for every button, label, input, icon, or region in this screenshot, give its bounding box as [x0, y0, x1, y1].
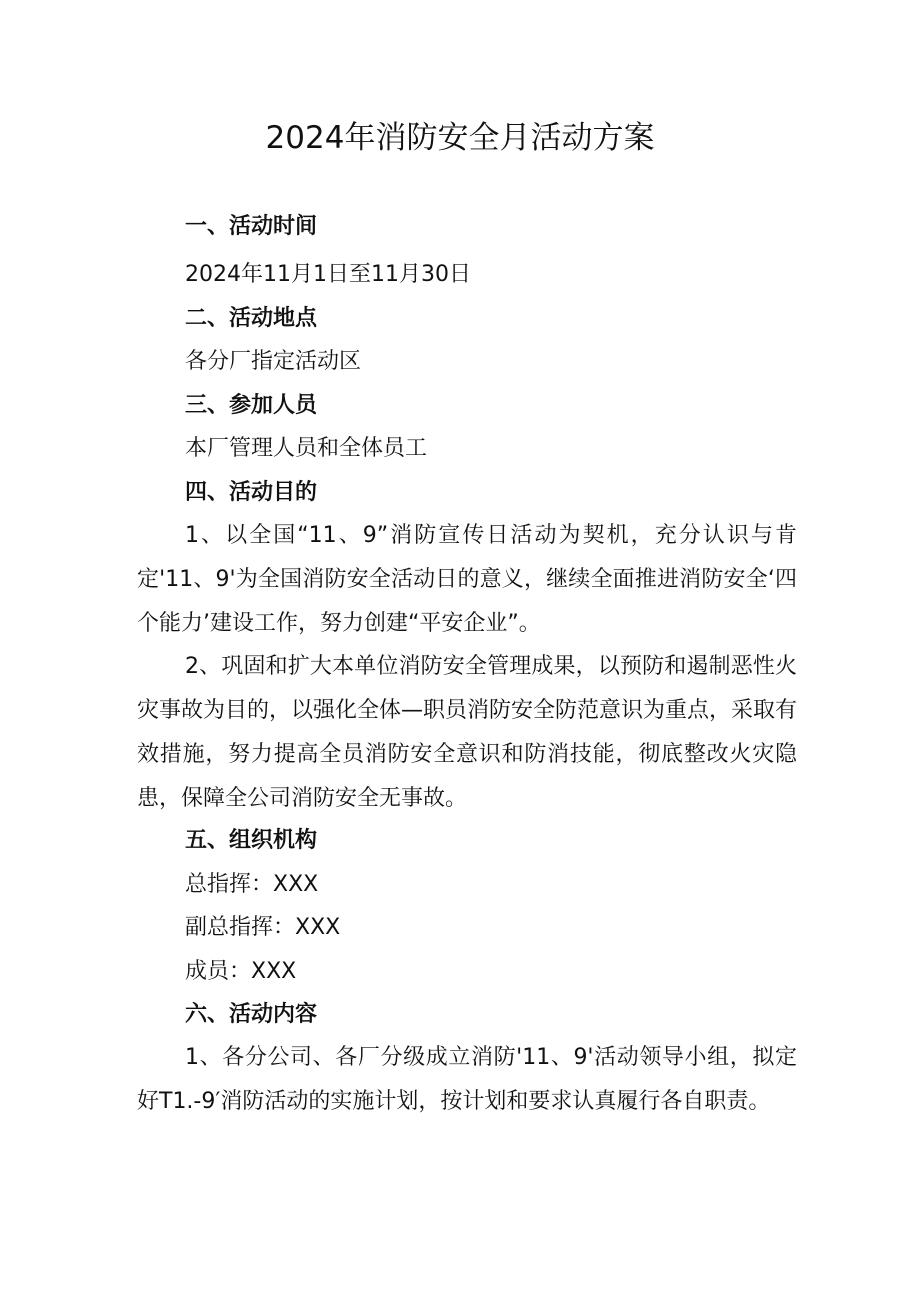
place-text: 各分厂指定活动区 [185, 349, 362, 374]
section-heading-place: 二、活动地点 [185, 306, 318, 331]
participants-text: 本厂管理人员和全体员工 [185, 436, 428, 461]
time-text: 2024年11月1日至11月30日 [185, 262, 471, 287]
section-heading-purpose: 四、活动目的 [185, 480, 318, 505]
purpose-paragraph-2: 2、巩固和扩大本单位消防安全管理成果，以预防和遏制恶性火灾事故为目的，以强化全体—职员消防安全防范意识为重点，采取有效措施，努力提高全员消防安全意识和防消技能，彻底整改火灾隐患，保障全公司消防安全无事故。 [137, 654, 798, 811]
section-heading-organization: 五、组织机构 [185, 828, 318, 853]
section-heading-content: 六、活动内容 [185, 1002, 318, 1027]
deputy-commander-text: 副总指挥：XXX [185, 915, 341, 940]
page-title: 2024年消防安全月活动方案 [265, 120, 655, 156]
section-heading-participants: 三、参加人员 [185, 393, 318, 418]
purpose-paragraph-1: 1、以全国“11、9”消防宣传日活动为契机，充分认识与肯定'11、9'为全国消防安全活动日的意义，继续全面推进消防安全‘四个能力’建设工作，努力创建“平安企业”。 [137, 523, 797, 636]
section-heading-time: 一、活动时间 [185, 214, 318, 239]
members-text: 成员：XXX [185, 959, 297, 984]
commander-text: 总指挥：XXX [185, 872, 319, 897]
content-paragraph-1: 1、各分公司、各厂分级成立消防'11、9'活动领导小组，拟定好T1.-9′消防活动的实施计划，按计划和要求认真履行各自职责。 [137, 1045, 797, 1114]
